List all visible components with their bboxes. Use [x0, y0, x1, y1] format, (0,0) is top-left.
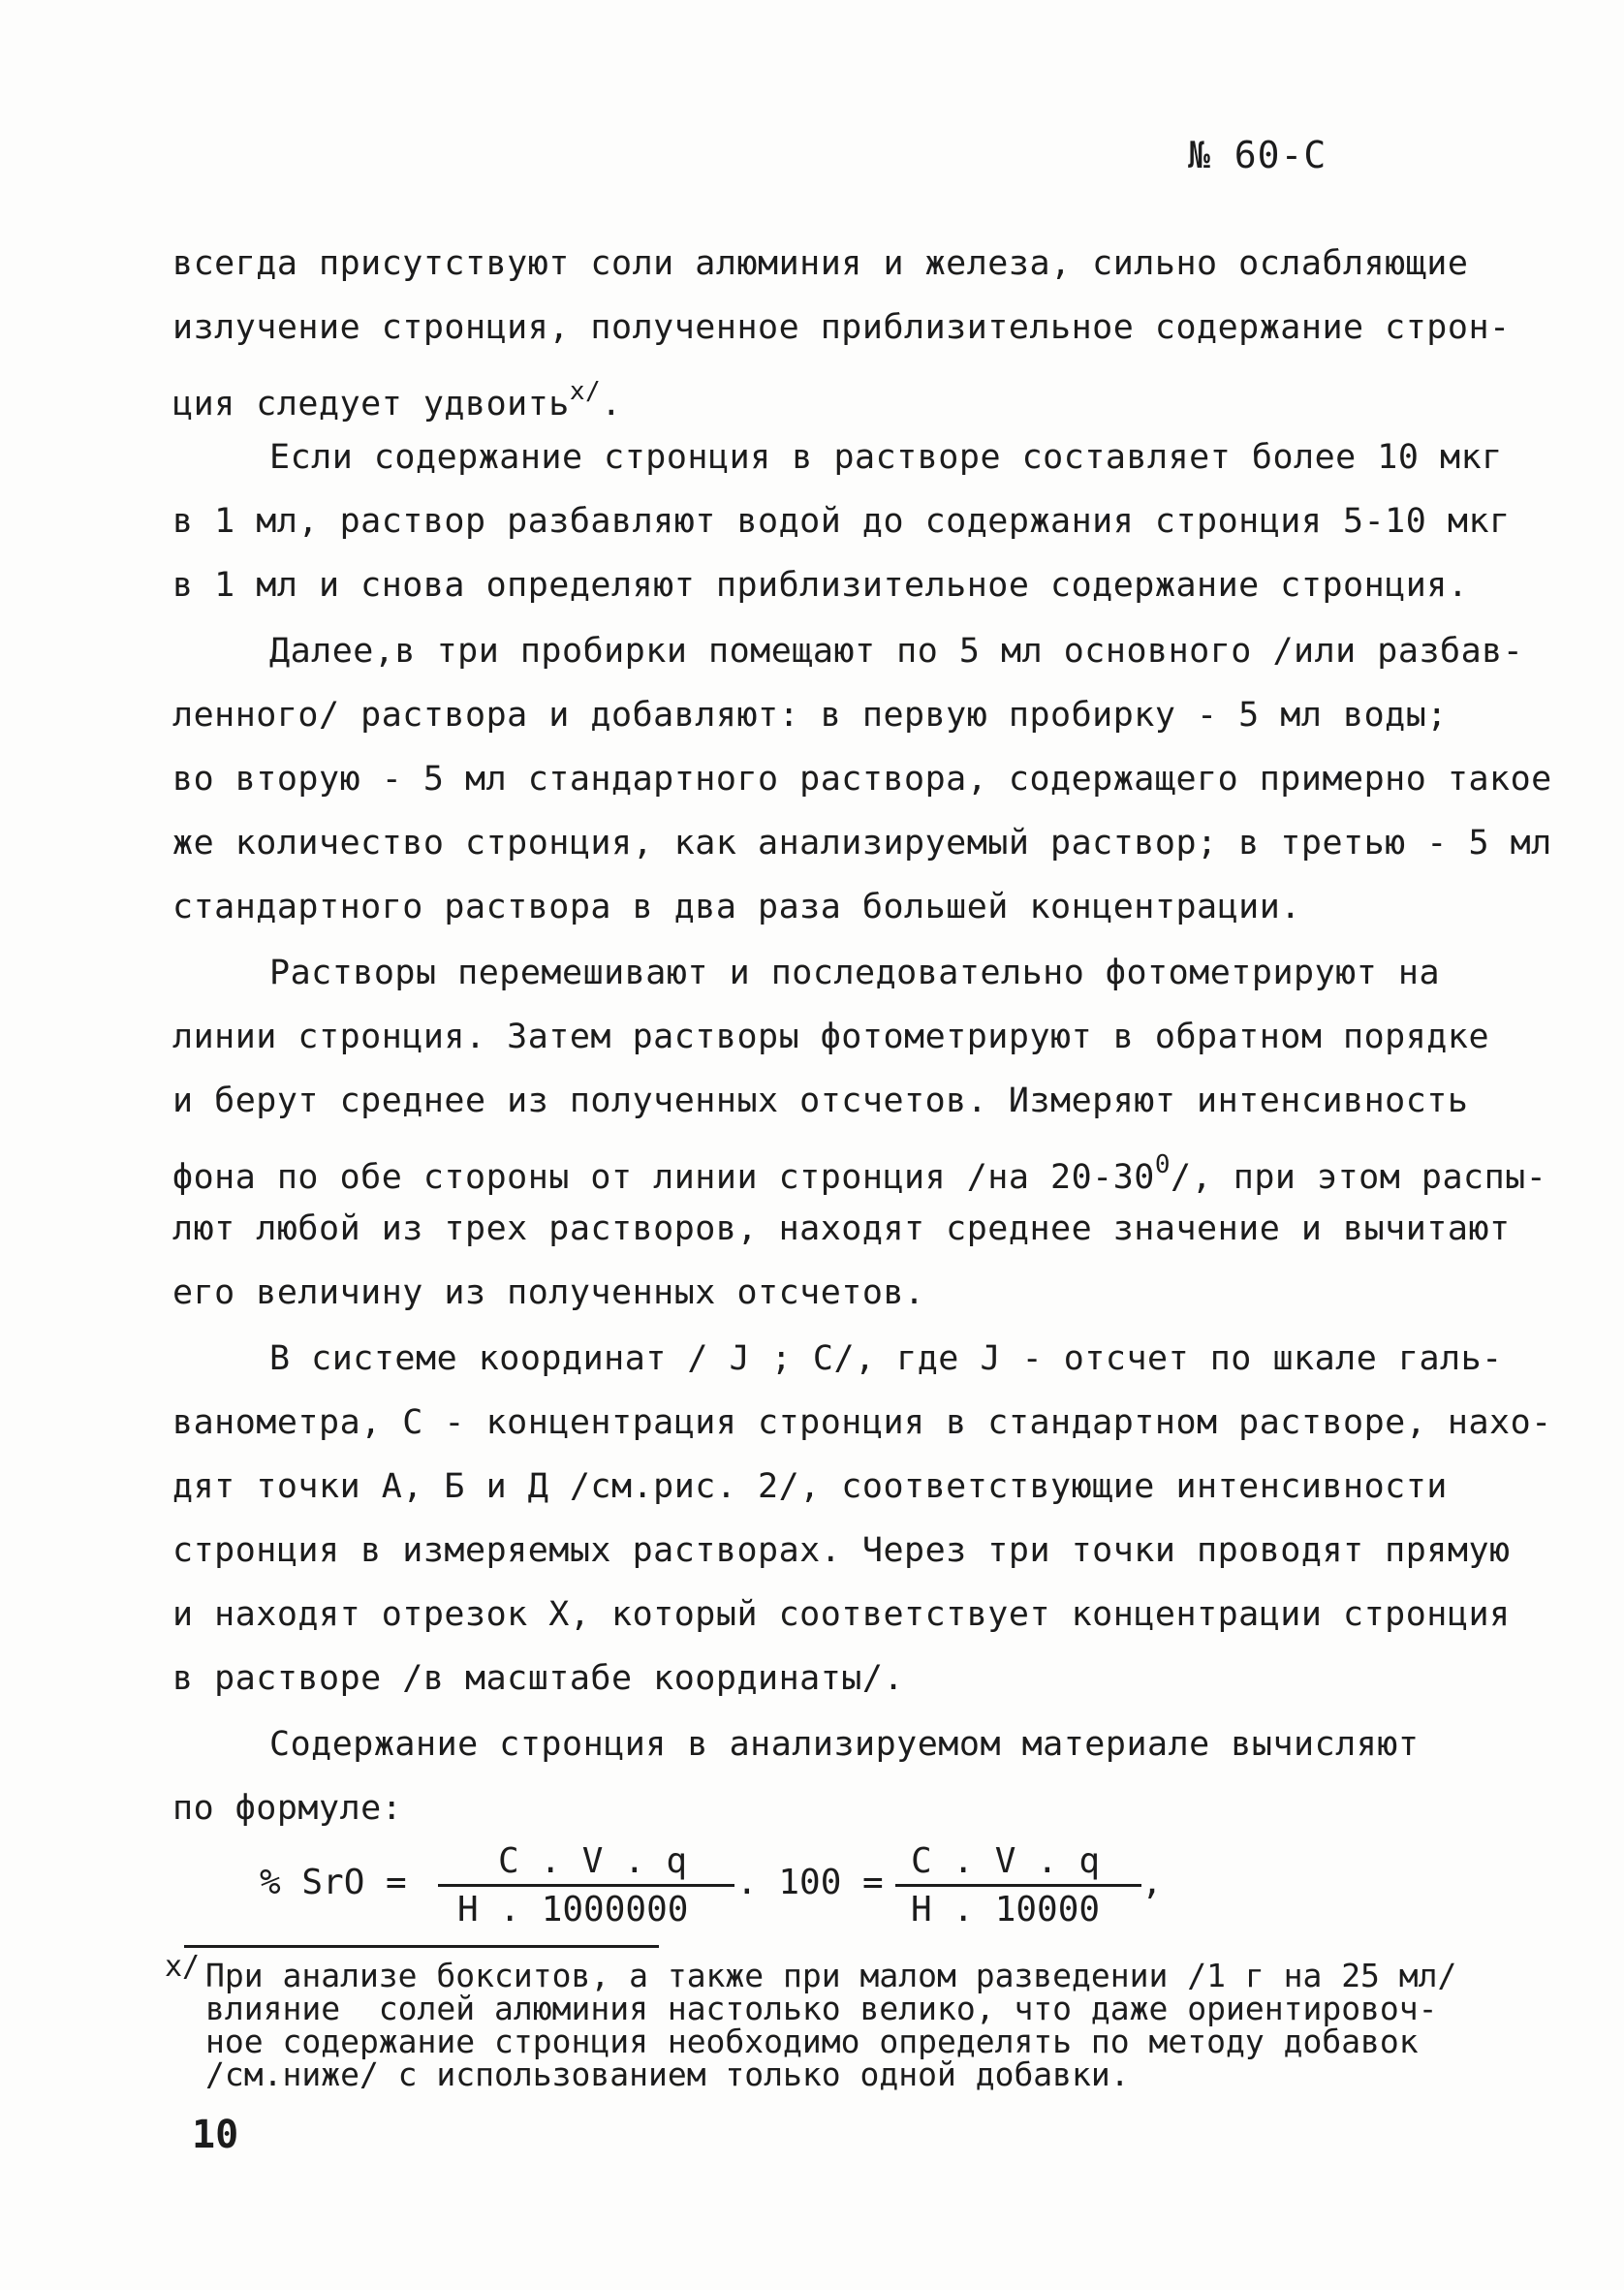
body-line: линии стронция. Затем растворы фотометрируют в обратном порядке: [172, 1018, 1490, 1056]
body-line: стандартного раствора в два раза большей концентрации.: [172, 888, 1301, 926]
fraction-bar-1: [438, 1884, 734, 1887]
page-number: 10: [192, 2113, 239, 2157]
footnote-line: При анализе бокситов, а также при малом разведении /1 г на 25 мл/: [205, 1957, 1457, 1994]
body-line-text: ция следует удвоить: [172, 385, 570, 423]
formula-end: ,: [1141, 1863, 1163, 1902]
body-line: его величину из полученных отсчетов.: [172, 1273, 925, 1312]
formula-denominator-1: H . 1000000: [457, 1890, 689, 1929]
body-line: Содержание стронция в анализируемом материале вычисляют: [269, 1725, 1420, 1764]
body-line-end: .: [601, 385, 622, 423]
body-line: ленного/ раствора и добавляют: в первую пробирку - 5 мл воды;: [172, 696, 1448, 735]
formula: [260, 1841, 1190, 1967]
degree-superscript: 0: [1154, 1150, 1171, 1179]
body-line-end: /, при этом распы-: [1171, 1158, 1547, 1197]
body-line: по формуле:: [172, 1789, 403, 1828]
formula-mid: . 100 =: [736, 1863, 884, 1902]
body-line: дят точки А, Б и Д /см.рис. 2/, соответствующие интенсивности: [172, 1467, 1448, 1506]
body-line: [172, 1144, 1546, 1199]
document-number: № 60-С: [1188, 134, 1327, 176]
formula-denominator-2: H . 10000: [911, 1890, 1101, 1929]
formula-lhs: % SrO =: [260, 1863, 407, 1902]
formula-numerator-1: C . V . q: [498, 1841, 688, 1881]
body-line: ванометра, С - концентрация стронция в стандартном растворе, нахо-: [172, 1403, 1552, 1442]
body-line: излучение стронция, полученное приблизительное содержание строн-: [172, 308, 1511, 347]
body-line-text: фона по обе стороны от линии стронция /на 20-30: [172, 1158, 1155, 1197]
footnote-mark: х/: [165, 1950, 201, 1984]
footnote-ref: х/: [569, 377, 602, 406]
body-line: лют любой из трех растворов, находят среднее значение и вычитают: [172, 1209, 1511, 1248]
body-line: стронция в измеряемых растворах. Через три точки проводят прямую: [172, 1531, 1511, 1570]
footnote-line: влияние солей алюминия настолько велико, что даже ориентировоч-: [205, 1990, 1438, 2027]
footnote-line: /см.ниже/ с использованием только одной добавки.: [205, 2055, 1130, 2093]
body-line: Далее,в три пробирки помещают по 5 мл основного /или разбав-: [269, 632, 1524, 671]
footnote-rule: [184, 1945, 659, 1948]
body-line: Если содержание стронция в растворе составляет более 10 мкг: [269, 438, 1503, 477]
body-line: и берут среднее из полученных отсчетов. Измеряют интенсивность: [172, 1082, 1469, 1120]
body-line: в растворе /в масштабе координаты/.: [172, 1659, 905, 1698]
body-line: в 1 мл, раствор разбавляют водой до содержания стронция 5-10 мкг: [172, 502, 1511, 541]
body-line: [172, 370, 622, 425]
body-line: Растворы перемешивают и последовательно фотометрируют на: [269, 954, 1441, 992]
footnote-line: ное содержание стронция необходимо определять по методу добавок: [205, 2023, 1419, 2060]
body-line: В системе координат / J ; С/, где J - отсчет по шкале галь-: [269, 1339, 1503, 1378]
body-line: же количество стронция, как анализируемый раствор; в третью - 5 мл: [172, 824, 1552, 863]
body-line: в 1 мл и снова определяют приблизительное содержание стронция.: [172, 566, 1469, 605]
formula-numerator-2: C . V . q: [911, 1841, 1101, 1881]
body-line: всегда присутствуют соли алюминия и железа, сильно ослабляющие: [172, 244, 1469, 283]
body-line: во вторую - 5 мл стандартного раствора, содержащего примерно такое: [172, 760, 1552, 799]
fraction-bar-2: [895, 1884, 1141, 1887]
body-line: и находят отрезок Х, который соответствует концентрации стронция: [172, 1595, 1511, 1634]
